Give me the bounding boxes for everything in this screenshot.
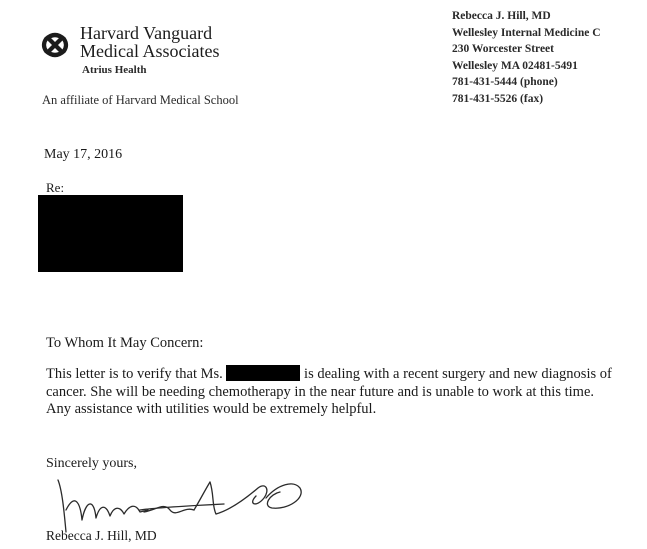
body-line-1 [46, 365, 646, 384]
org-subtitle: Atrius Health [82, 64, 147, 76]
redacted-patient-name [226, 365, 300, 381]
org-name-line1: Harvard Vanguard [80, 23, 213, 43]
signer-name: Rebecca J. Hill, MD [46, 528, 157, 543]
physician-city: Wellesley MA 02481-5491 [452, 59, 578, 72]
physician-name: Rebecca J. Hill, MD [452, 10, 551, 22]
letter-body [46, 365, 646, 419]
salutation: To Whom It May Concern: [46, 335, 204, 351]
re-label: Re: [46, 180, 65, 195]
letter-date: May 17, 2016 [44, 147, 123, 162]
physician-phone: 781-431-5444 (phone) [452, 76, 558, 89]
closing: Sincerely yours, [46, 456, 137, 471]
physician-department: Wellesley Internal Medicine C [452, 26, 601, 39]
harvard-vanguard-logo-icon [40, 30, 70, 60]
physician-fax: 781-431-5526 (fax) [452, 92, 544, 105]
body-line-2: cancer. She will be needing chemotherapy in the near future and is unable to work at this time. [46, 383, 595, 400]
body-line-1-start: This letter is to verify that Ms. [46, 366, 223, 382]
body-line-1-end: is dealing with a recent surgery and new diagnosis of [304, 366, 612, 382]
body-line-3: Any assistance with utilities would be extremely helpful. [46, 401, 377, 417]
affiliate-line: An affiliate of Harvard Medical School [42, 93, 239, 107]
physician-address-block [452, 8, 601, 108]
org-name-line2: Medical Associates [80, 41, 220, 61]
redacted-address-block [38, 195, 183, 272]
physician-street: 230 Worcester Street [452, 43, 554, 56]
org-name [80, 24, 219, 60]
